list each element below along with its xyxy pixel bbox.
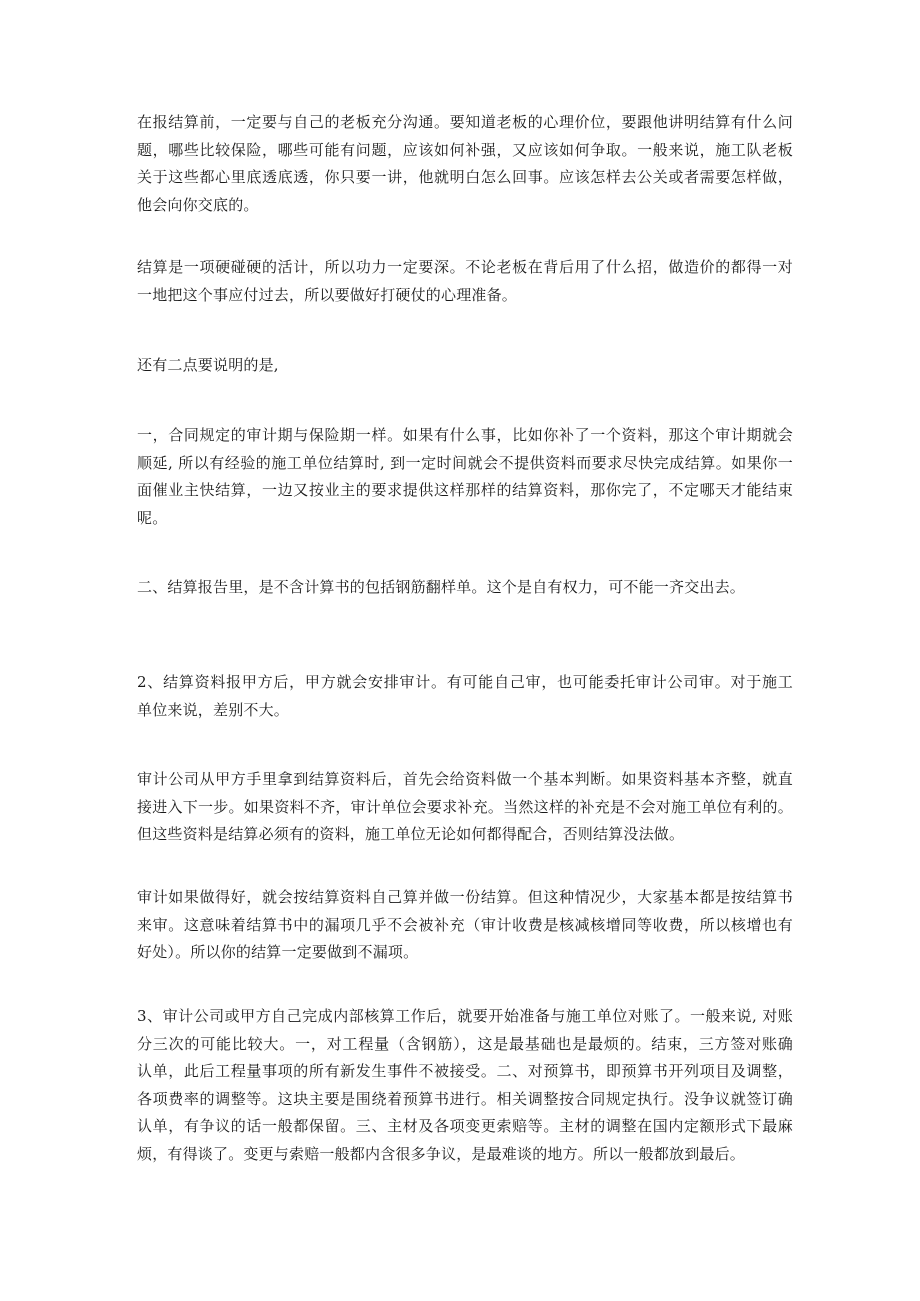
text-line: 审计如果做得好，就会按结算资料自己算并做一份结算。但这种情况少，大家基本都是按结算书 [137,888,793,906]
paragraph-7 [137,766,793,849]
text-line: 烦，有得谈了。变更与索赔一般都内含很多争议，是最难谈的地方。所以一般都放到最后。 [137,1144,746,1163]
text-line: 二、结算报告里，是不含计算书的包括钢筋翻样单。这个是自有权力，可不能一齐交出去。 [137,578,746,596]
text-line: 各项费率的调整等。这块主要是围绕着预算书进行。相关调整按合同规定执行。没争议就签订确 [137,1089,793,1108]
text-line: 他会向你交底的。 [137,195,259,214]
text-line: 接进入下一步。如果资料不齐，审计单位会要求补充。当然这样的补充是不会对施工单位有利的。 [137,797,793,816]
text-line: 在报结算前，一定要与自己的老板充分沟通。要知道老板的心理价位，要跟他讲明结算有什么问 [137,113,793,131]
text-line: 一，合同规定的审计期与保险期一样。如果有什么事，比如你补了一个资料，那这个审计期就会 [137,426,793,444]
text-line: 好处）。所以你的结算一定要做到不漏项。 [137,943,419,961]
paragraph-6 [137,669,793,724]
text-line: 2、结算资料报甲方后，甲方就会安排审计。有可能自己审，也可能委托审计公司审。对于施工 [137,673,793,691]
paragraph-9 [137,1003,793,1168]
paragraph-5 [137,574,793,602]
text-line: 审计公司从甲方手里拿到结算资料后，首先会给资料做一个基本判断。如果资料基本齐整，就直 [137,770,793,788]
text-line: 还有二点要说明的是, [137,356,279,374]
text-line: 顺延, 所以有经验的施工单位结算时, 到一定时间就会不提供资料而要求尽快完成结算。如果你一 [137,453,793,472]
text-line: 单位来说，差别不大。 [137,700,290,719]
text-line: 认单，有争议的话一般都保留。三、主材及各项变更索赔等。主材的调整在国内定额形式下最麻 [137,1117,793,1135]
text-line: 面催业主快结算，一边又按业主的要求提供这样那样的结算资料，那你完了，不定哪天才能结束 [137,481,793,499]
paragraph-2 [137,254,793,309]
text-line: 来审。这意味着结算书中的漏项几乎不会被补充（审计收费是核减核增同等收费，所以核增也有 [137,915,793,934]
text-line: 题，哪些比较保险，哪些可能有问题，应该如何补强，又应该如何争取。一般来说，施工队老板 [137,140,793,159]
text-line: 但这些资料是结算必须有的资料，施工单位无论如何都得配合，否则结算没法做。 [137,825,685,843]
text-line: 呢。 [137,508,168,527]
text-line: 结算是一项硬碰硬的活计，所以功力一定要深。不论老板在背后用了什么招，做造价的都得一对 [137,258,793,276]
paragraph-1 [137,109,793,219]
text-line: 认单，此后工程量事项的所有新发生事件不被接受。二、对预算书，即预算书开列项目及调整， [137,1062,793,1080]
text-line: 关于这些都心里底透底透，你只要一讲，他就明白怎么回事。应该怎样去公关或者需要怎样做， [137,168,793,186]
paragraph-3 [137,352,793,380]
text-line: 分三次的可能比较大。一，对工程量（含钢筋），这是最基础也是最烦的。结束，三方签对账确 [137,1034,793,1053]
text-line: 一地把这个事应付过去，所以要做好打硬仗的心理准备。 [137,285,518,304]
paragraph-8 [137,884,793,967]
paragraph-4 [137,422,793,532]
text-line: 3、审计公司或甲方自己完成内部核算工作后，就要开始准备与施工单位对账了。一般来说, 对账 [137,1007,793,1025]
